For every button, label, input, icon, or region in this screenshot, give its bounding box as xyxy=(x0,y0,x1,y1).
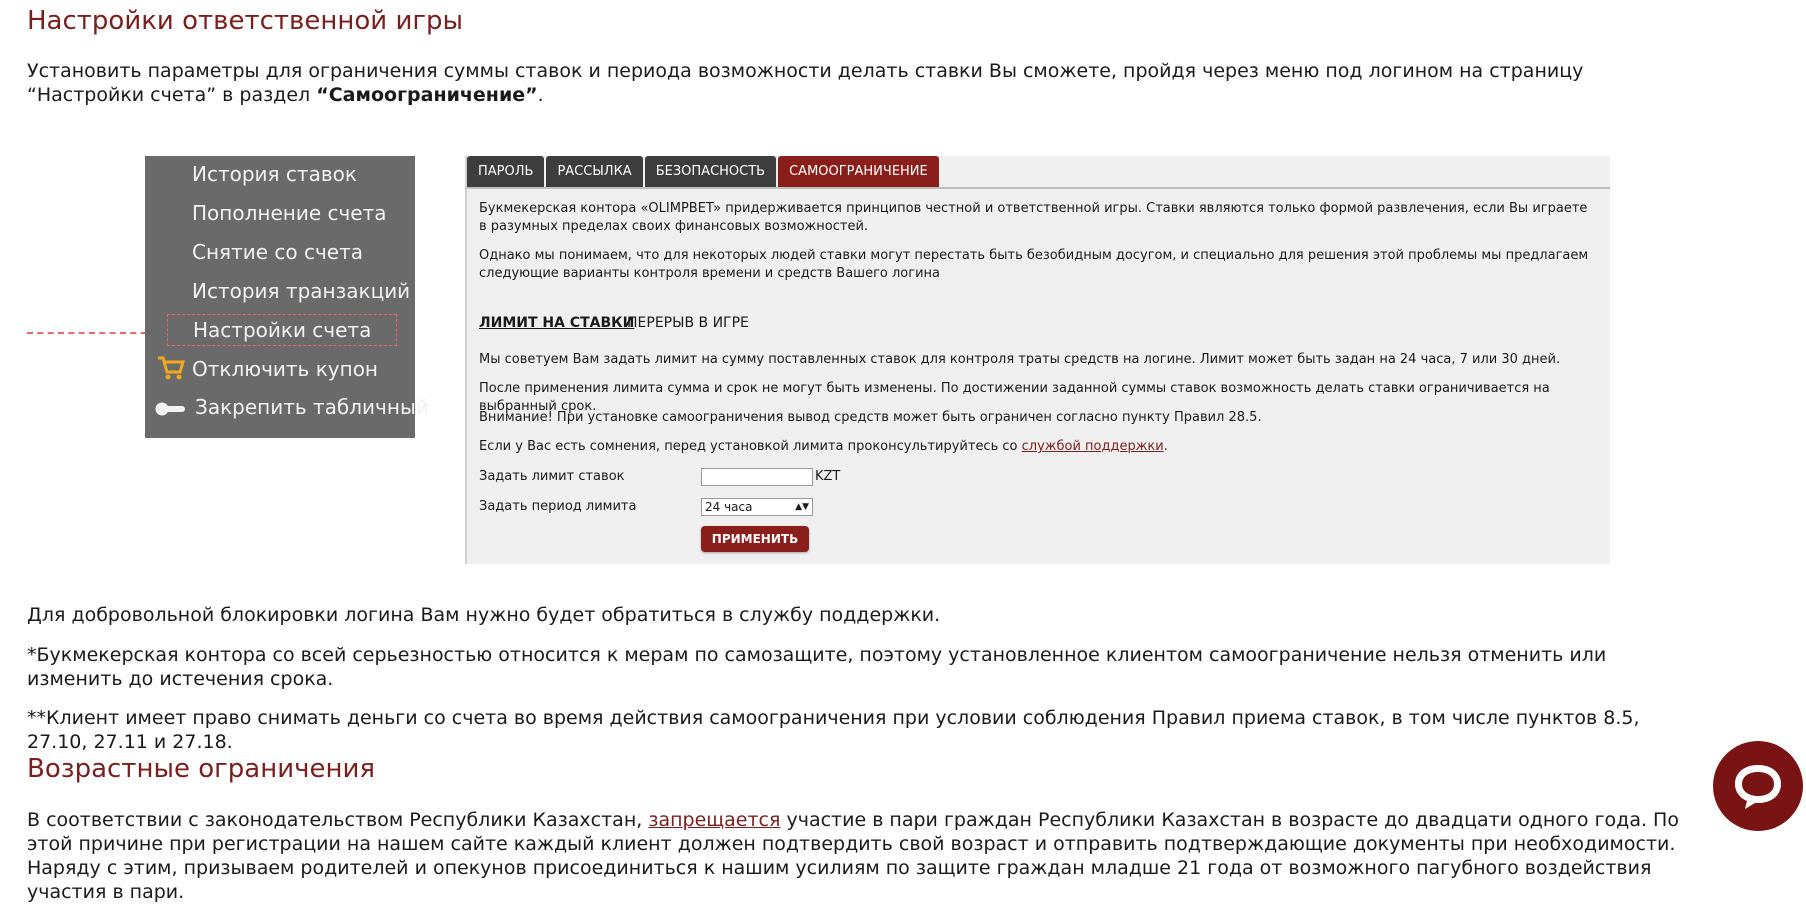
tab-divider xyxy=(467,187,1610,189)
intro-paragraph xyxy=(27,59,1687,107)
menu-item-pin-table[interactable]: Закрепить табличный xyxy=(195,395,429,419)
limit-rules-text: После применения лимита сумма и срок не могут быть изменены. По достижении заданной суммы ставок возможность делать ставки ограничивается на выбранный срок. xyxy=(479,381,1550,414)
support-block-paragraph: Для добровольной блокировки логина Вам нужно будет обратиться в службу поддержки. xyxy=(27,604,941,626)
account-settings-screenshot xyxy=(465,156,1610,564)
menu-item-deposit[interactable]: Пополнение счета xyxy=(192,201,387,225)
menu-item-transaction-history[interactable]: История транзакций xyxy=(192,279,411,303)
intro-bold: “Самоограничение” xyxy=(316,84,538,106)
updown-arrow-icon: ▲▼ xyxy=(795,502,809,512)
tab-mailing[interactable]: РАССЫЛКА xyxy=(546,156,642,187)
apply-button[interactable]: ПРИМЕНИТЬ xyxy=(701,526,809,552)
user-menu-screenshot xyxy=(145,156,429,438)
tab-self-limitation[interactable]: САМООГРАНИЧЕНИЕ xyxy=(778,156,939,187)
period-label: Задать период лимита xyxy=(479,499,637,514)
section-title-age-restrictions: Возрастные ограничения xyxy=(27,754,376,784)
tab-password[interactable]: ПАРОЛЬ xyxy=(467,156,544,187)
support-link[interactable]: службой поддержки xyxy=(1021,439,1164,454)
self-protection-paragraph: *Букмекерская контора со всей серьезностью относится к мерам по самозащите, поэтому установленное клиентом самоограничение нельзя отменить или изменить до истечения срока. xyxy=(27,644,1607,690)
support-note xyxy=(479,438,1589,456)
tab-security[interactable]: БЕЗОПАСНОСТЬ xyxy=(645,156,776,187)
settings-tabs xyxy=(467,156,939,187)
section-title-responsible-gaming: Настройки ответственной игры xyxy=(27,6,464,36)
period-select-value: 24 часа xyxy=(705,500,753,514)
menu-item-bet-history[interactable]: История ставок xyxy=(192,162,357,186)
dashed-arrow-line xyxy=(27,332,157,334)
limit-advice-text: Мы советуем Вам задать лимит на сумму поставленных ставок для контроля траты средств на логине. Лимит может быть задан на 24 часа, 7 или 30 дней. xyxy=(479,352,1561,367)
toggle-icon xyxy=(155,402,185,416)
age-paragraph xyxy=(27,808,1687,904)
settings-illustration xyxy=(27,140,1627,570)
menu-item-account-settings[interactable]: Настройки счета xyxy=(167,314,397,346)
chat-button[interactable] xyxy=(1713,741,1803,831)
intro-text-2: Однако мы понимаем, что для некоторых людей ставки могут перестать быть безобидным досугом, и специально для решения этой проблемы мы предлагаем следующие варианты контроля времени и средств Вашего логина xyxy=(479,248,1589,281)
support-note-text: Если у Вас есть сомнения, перед установкой лимита проконсультируйтесь со xyxy=(479,439,1018,454)
age-text-rest: участие в пари граждан Республики Казахстан в возрасте до двадцати одного года. По этой причине при регистрации на нашем сайте каждый клиент должен подтвердить свой возраст и отправить подтверждающие документы при необходимости. Наряду с этим, призываем родителей и опекунов присоединиться к нашим усилиям по защите граждан младше 21 года от возможного пагубного воздействия участия в пари. xyxy=(27,809,1679,903)
limit-input[interactable] xyxy=(701,468,813,486)
limit-label: Задать лимит ставок xyxy=(479,469,625,484)
intro-text: Установить параметры для ограничения суммы ставок и периода возможности делать ставки Вы сможете, пройдя через меню под логином на страницу “Настройки счета” в раздел xyxy=(27,60,1584,106)
support-note-suffix: . xyxy=(1163,439,1168,454)
intro-suffix: . xyxy=(537,84,544,106)
chat-bubble-icon xyxy=(1713,741,1803,831)
withdraw-warning-text: Внимание! При установке самоограничения вывод средств может быть ограничен согласно пункту Правил 28.5. xyxy=(479,410,1262,425)
age-text: В соответствии с законодательством Республики Казахстан, xyxy=(27,809,643,831)
subtab-bet-limit[interactable]: ЛИМИТ НА СТАВКИ xyxy=(479,315,635,331)
withdraw-rights-paragraph: **Клиент имеет право снимать деньги со счета во время действия самоограничения при условии соблюдения Правил приема ставок, в том числе пунктов 8.5, 27.10, 27.11 и 27.18. xyxy=(27,707,1640,753)
period-select[interactable] xyxy=(701,498,813,516)
cart-icon xyxy=(157,355,185,381)
subtab-game-break[interactable]: ПЕРЕРЫВ В ИГРЕ xyxy=(627,315,749,331)
menu-item-disable-coupon[interactable]: Отключить купон xyxy=(192,357,379,381)
currency-label: KZT xyxy=(815,469,841,484)
prohibited-link[interactable]: запрещается xyxy=(648,809,781,831)
intro-text-1: Букмекерская контора «OLIMPBET» придерживается принципов честной и ответственной игры. Ставки являются только формой развлечения, если Вы играете в разумных пределах своих финансовых возможностей. xyxy=(479,201,1588,234)
menu-item-withdraw[interactable]: Снятие со счета xyxy=(192,240,363,264)
